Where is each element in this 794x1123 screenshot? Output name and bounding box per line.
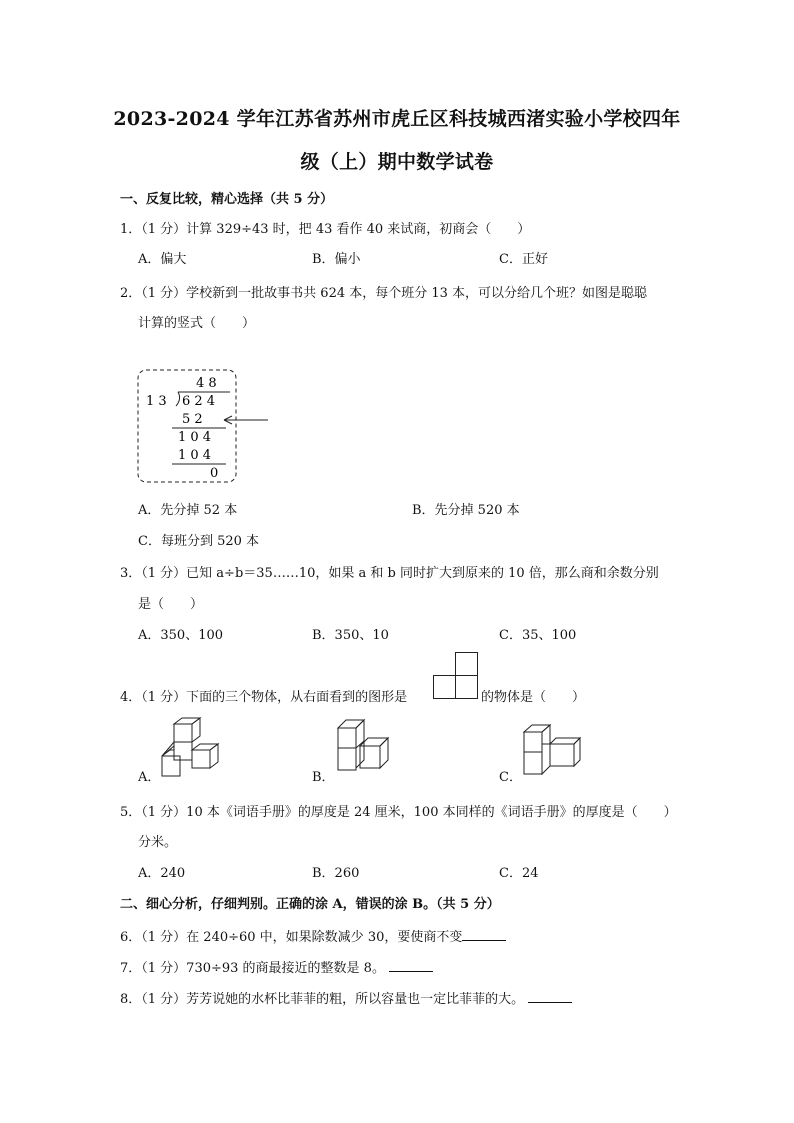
divisor: 1 3	[146, 394, 167, 409]
question-8	[120, 988, 572, 1007]
question-8-answer-blank[interactable]	[528, 990, 572, 1003]
division-bracket	[176, 392, 180, 406]
q1-option-b[interactable]: B．偏小	[312, 252, 361, 267]
q1-option-a[interactable]: A．偏大	[138, 252, 187, 267]
quotient: 4 8	[196, 376, 217, 391]
question-5-text-line-2: 分米。	[138, 835, 178, 850]
question-7	[120, 957, 433, 976]
q4-option-a-cubes	[158, 716, 226, 780]
question-5-text-line-1: 5．（1 分）10 本《词语手册》的厚度是 24 厘米，100 本同样的《词语手册》的厚度是（ ）	[120, 805, 677, 820]
question-6-answer-blank[interactable]	[462, 928, 506, 941]
right-view-shape-icon	[432, 652, 480, 700]
q3-option-b[interactable]: B．350、10	[312, 628, 389, 643]
long-division-figure	[136, 368, 276, 486]
title-line-1: 2023-2024 学年江苏省苏州市虎丘区科技城西渚实验小学校四年	[113, 108, 681, 130]
q4-option-c-cubes	[520, 722, 584, 782]
question-3-text-line-2: 是（ ）	[138, 597, 204, 612]
q4-option-a-label[interactable]: A．	[138, 770, 161, 785]
section-2-heading: 二、细心分析，仔细判别。正确的涂 A，错误的涂 B。（共 5 分）	[120, 897, 500, 912]
question-8-text: 8．（1 分）芳芳说她的水杯比菲菲的粗，所以容量也一定比菲菲的大。	[120, 992, 525, 1007]
q4-option-b-cubes	[334, 716, 398, 780]
q5-option-b[interactable]: B．260	[312, 866, 360, 881]
q2-option-a[interactable]: A．先分掉 52 本	[138, 503, 238, 518]
question-7-text: 7．（1 分）730÷93 的商最接近的整数是 8。	[120, 961, 385, 976]
title-line-2: 级（上）期中数学试卷	[300, 151, 494, 173]
q5-option-a[interactable]: A．240	[138, 866, 186, 881]
q4-option-c-label[interactable]: C．	[499, 770, 522, 785]
q4-option-b-label[interactable]: B．	[312, 770, 335, 785]
dividend: 6 2 4	[182, 394, 216, 409]
step-2-value: 1 0 4	[178, 430, 212, 445]
question-4-text-before: 4．（1 分）下面的三个物体，从右面看到的图形是	[120, 690, 408, 705]
section-1-heading: 一、反复比较，精心选择（共 5 分）	[120, 192, 334, 207]
question-4-text-after: 的物体是（ ）	[481, 690, 586, 705]
remainder: 0	[210, 466, 219, 481]
q3-option-c[interactable]: C．35、100	[499, 628, 577, 643]
q2-option-b[interactable]: B．先分掉 520 本	[412, 503, 520, 518]
q2-option-c[interactable]: C．每班分到 520 本	[138, 534, 260, 549]
question-1-text: 1．（1 分）计算 329÷43 时，把 43 看作 40 来试商，初商会（ ）	[120, 222, 531, 237]
question-6	[120, 926, 506, 945]
step-3-product: 1 0 4	[178, 448, 212, 463]
step-1-product: 5 2	[182, 412, 203, 427]
q3-option-a[interactable]: A．350、100	[138, 628, 224, 643]
question-7-answer-blank[interactable]	[389, 959, 433, 972]
question-2-text-line-2: 计算的竖式（ ）	[138, 316, 256, 331]
q5-option-c[interactable]: C．24	[499, 866, 539, 881]
question-3-text-line-1: 3．（1 分）已知 a÷b＝35……10，如果 a 和 b 同时扩大到原来的 10 倍，那么商和余数分别	[120, 566, 659, 581]
question-6-text: 6．（1 分）在 240÷60 中，如果除数减少 30，要使商不变	[120, 930, 463, 945]
q1-option-c[interactable]: C．正好	[499, 252, 548, 267]
question-2-text-line-1: 2．（1 分）学校新到一批故事书共 624 本，每个班分 13 本，可以分给几个班？如图是聪聪	[120, 286, 648, 301]
